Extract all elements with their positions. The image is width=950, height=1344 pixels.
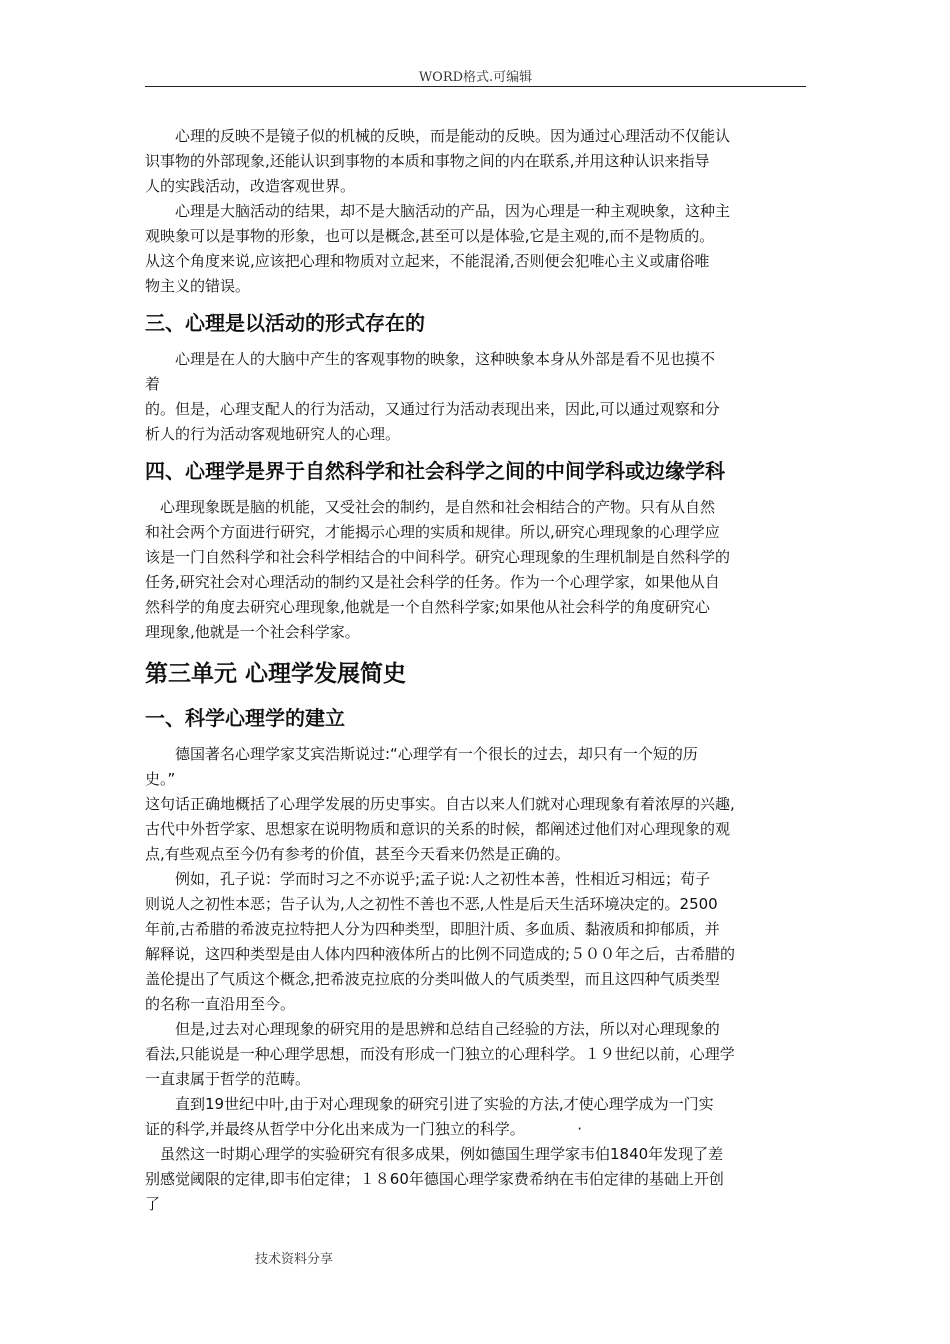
text-line: 但是,过去对心理现象的研究用的是思辨和总结自己经验的方法，所以对心理现象的 <box>145 1020 720 1038</box>
text-line: 心理是在人的大脑中产生的客观事物的映象，这种映象本身从外部是看不见也摸不 <box>145 350 716 368</box>
page-header: WORD格式.可编辑 <box>418 70 533 85</box>
text-line: 看法,只能说是一种心理学思想，而没有形成一门独立的心理科学。１９世纪以前，心理学 <box>145 1045 735 1063</box>
text-line: 心理是大脑活动的结果，却不是大脑活动的产品，因为心理是一种主观映象，这种主 <box>145 202 731 220</box>
text-line: 物主义的错误。 <box>145 277 251 295</box>
text-line: 和社会两个方面进行研究，才能揭示心理的实质和规律。所以,研究心理现象的心理学应 <box>145 523 720 541</box>
text-line: 这句话正确地概括了心理学发展的历史事实。自古以来人们就对心理现象有着浓厚的兴趣, <box>145 795 735 813</box>
header-rule <box>145 86 806 87</box>
text-line: 的。但是，心理支配人的行为活动，又通过行为活动表现出来，因此,可以通过观察和分 <box>145 400 720 418</box>
text-line: 史。” <box>145 770 176 788</box>
section-heading: 一、科学心理学的建立 <box>145 706 345 730</box>
paragraph <box>145 742 810 867</box>
paragraph <box>145 1142 810 1217</box>
text-line: 该是一门自然科学和社会科学相结合的中间科学。研究心理现象的生理机制是自然科学的 <box>145 548 731 566</box>
text-line: 的名称一直沿用至今。 <box>145 995 296 1013</box>
text-line: 一直隶属于哲学的范畴。 <box>145 1070 311 1088</box>
paragraph <box>145 867 810 1017</box>
paragraph <box>145 199 810 299</box>
text-line: 识事物的外部现象,还能认识到事物的本质和事物之间的内在联系,并用这种认识来指导 <box>145 152 710 170</box>
text-line: 人的实践活动，改造客观世界。 <box>145 177 356 195</box>
text-line: 然科学的角度去研究心理现象,他就是一个自然科学家;如果他从社会科学的角度研究心 <box>145 598 710 616</box>
paragraph <box>145 124 810 199</box>
document-body <box>145 124 810 1217</box>
paragraph <box>145 347 810 447</box>
text-line: 理现象,他就是一个社会科学家。 <box>145 623 360 641</box>
text-line: 观映象可以是事物的形象，也可以是概念,甚至可以是体验,它是主观的,而不是物质的。 <box>145 227 715 245</box>
text-line: 直到19世纪中叶,由于对心理现象的研究引进了实验的方法,才使心理学成为一门实 <box>145 1095 714 1113</box>
paragraph <box>145 1092 810 1142</box>
unit-heading: 第三单元 心理学发展简史 <box>145 661 407 687</box>
text-line: 年前,古希腊的希波克拉特把人分为四种类型，即胆汁质、多血质、黏液质和抑郁质，并 <box>145 920 720 938</box>
text-line: 任务,研究社会对心理活动的制约又是社会科学的任务。作为一个心理学家，如果他从自 <box>145 573 720 591</box>
section-heading: 三、心理是以活动的形式存在的 <box>145 311 425 335</box>
text-line: 解释说，这四种类型是由人体内四种液体所占的比例不同造成的;５００年之后，古希腊的 <box>145 945 736 963</box>
text-line: 例如，孔子说：学而时习之不亦说乎;孟子说:人之初性本善，性相近习相远；荀子 <box>145 870 711 888</box>
text-line: 证的科学,并最终从哲学中分化出来成为一门独立的科学。 · <box>145 1120 583 1138</box>
page-footer: 技术资料分享 <box>255 1252 334 1267</box>
text-line: 了 <box>145 1195 161 1213</box>
text-line: 析人的行为活动客观地研究人的心理。 <box>145 425 401 443</box>
text-line: 德国著名心理学家艾宾浩斯说过:“心理学有一个很长的过去，却只有一个短的历 <box>145 745 698 763</box>
paragraph <box>145 495 810 645</box>
section-heading: 四、心理学是界于自然科学和社会科学之间的中间学科或边缘学科 <box>145 459 725 483</box>
text-line: 着 <box>145 375 161 393</box>
text-line: 则说人之初性本恶；告子认为,人之初性不善也不恶,人性是后天生活环境决定的。2500 <box>145 895 718 913</box>
text-line: 盖伦提出了气质这个概念,把希波克拉底的分类叫做人的气质类型，而且这四种气质类型 <box>145 970 720 988</box>
text-line: 心理现象既是脑的机能，又受社会的制约，是自然和社会相结合的产物。只有从自然 <box>145 498 716 516</box>
text-line: 点,有些观点至今仍有参考的价值，甚至今天看来仍然是正确的。 <box>145 845 570 863</box>
text-line: 别感觉阈限的定律,即韦伯定律；１８60年德国心理学家费希纳在韦伯定律的基础上开创 <box>145 1170 724 1188</box>
paragraph <box>145 1017 810 1092</box>
text-line: 虽然这一时期心理学的实验研究有很多成果，例如德国生理学家韦伯1840年发现了差 <box>145 1145 724 1163</box>
text-line: 心理的反映不是镜子似的机械的反映，而是能动的反映。因为通过心理活动不仅能认 <box>145 127 731 145</box>
text-line: 从这个角度来说,应该把心理和物质对立起来，不能混淆,否则便会犯唯心主义或庸俗唯 <box>145 252 710 270</box>
text-line: 古代中外哲学家、思想家在说明物质和意识的关系的时候，都阐述过他们对心理现象的观 <box>145 820 731 838</box>
